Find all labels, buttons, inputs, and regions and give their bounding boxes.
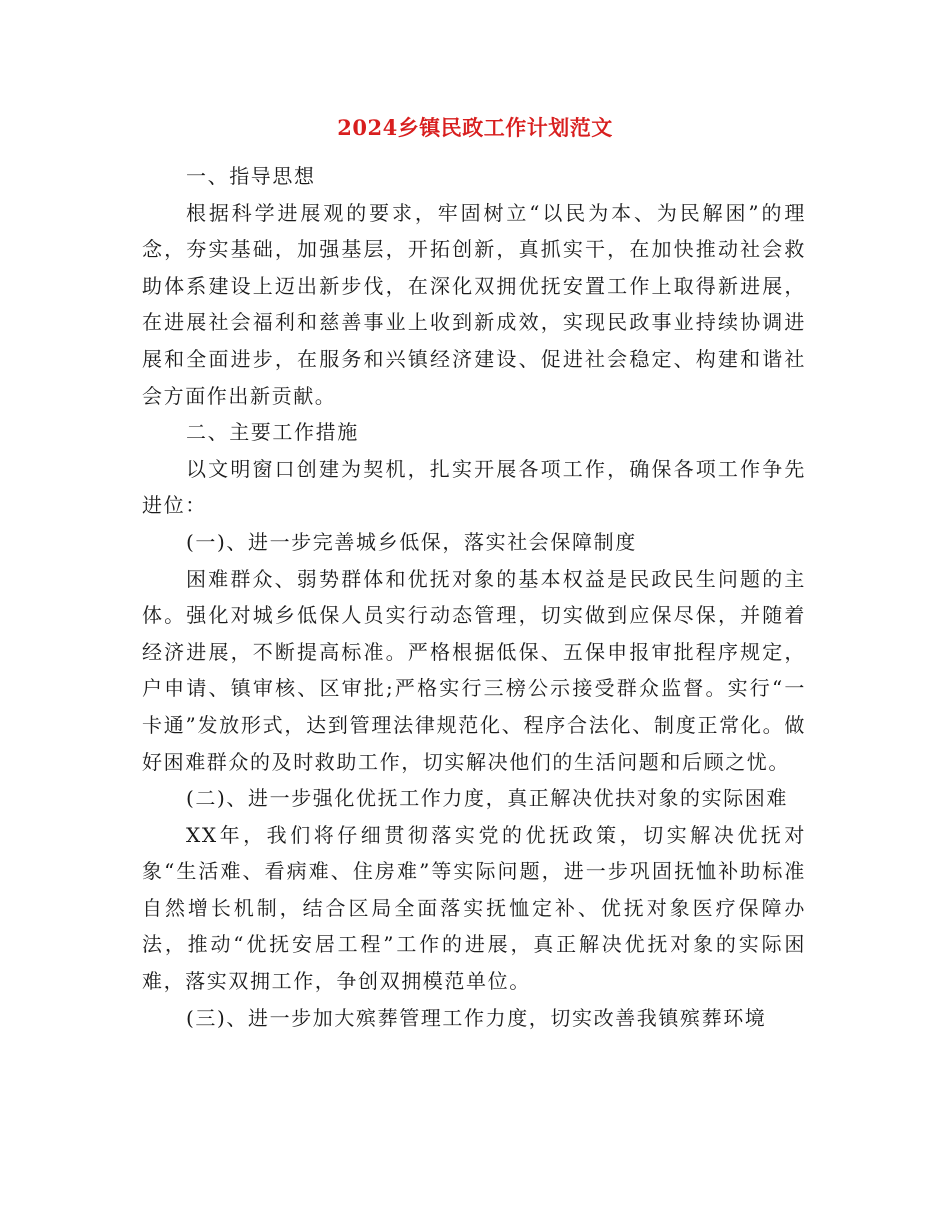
subheading-funeral-management: (三)、进一步加大殡葬管理工作力度，切实改善我镇殡葬环境 [186, 1005, 767, 1030]
paragraph-preferential-care: XX年，我们将仔细贯彻落实党的优抚政策，切实解决优抚对象“生活难、看病难、住房难”等实际问题，进一步巩固抚恤补助标准自然增长机制，结合区局全面落实抚恤定补、优抚对象医疗保障办法，推动“优抚安居工程”工作的进展，真正解决优抚对象的实际困难，落实双拥工作，争创双拥模范单位。 [142, 822, 806, 994]
heading-guiding-ideology: 一、指导思想 [186, 164, 316, 188]
subheading-preferential-care: (二)、进一步强化优抚工作力度，真正解决优扶对象的实际困难 [186, 786, 789, 811]
paragraph-main-measures-intro: 以文明窗口创建为契机，扎实开展各项工作，确保各项工作争先进位： [142, 456, 806, 518]
document-title: 2024乡镇民政工作计划范文 [337, 115, 613, 140]
paragraph-guiding-ideology: 根据科学进展观的要求，牢固树立“以民为本、为民解困”的理念，夯实基础，加强基层，开拓创新，真抓实干，在加快推动社会救助体系建设上迈出新步伐，在深化双拥优抚安置工作上取得新进展，在进展社会福利和慈善事业上收到新成效，实现民政事业持续协调进展和全面进步，在服务和兴镇经济建设、促进社会稳定、构建和谐社会方面作出新贡献。 [142, 200, 806, 408]
heading-main-measures: 二、主要工作措施 [186, 420, 359, 445]
document-body [142, 158, 806, 1036]
paragraph-low-income-security: 困难群众、弱势群体和优抚对象的基本权益是民政民生问题的主体。强化对城乡低保人员实行动态管理，切实做到应保尽保，并随着经济进展，不断提高标准。严格根据低保、五保申报审批程序规定，户申请、镇审核、区审批;严格实行三榜公示接受群众监督。实行“一卡通”发放形式，达到管理法律规范化、程序合法化、制度正常化。做好困难群众的及时救助工作，切实解决他们的生活问题和后顾之忧。 [142, 566, 806, 774]
subheading-low-income-security: (一)、进一步完善城乡低保，落实社会保障制度 [186, 529, 637, 554]
